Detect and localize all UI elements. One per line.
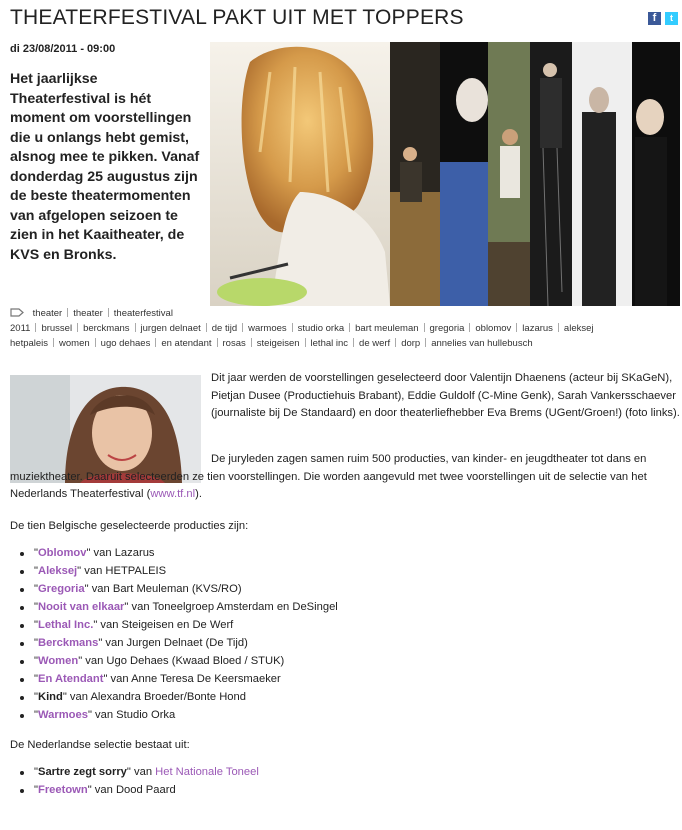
quote-mark: " bbox=[87, 709, 92, 721]
quote-mark: " bbox=[103, 673, 108, 685]
tag-link[interactable]: lazarus bbox=[511, 323, 553, 334]
production-item bbox=[10, 563, 338, 581]
tag-link[interactable]: dorp bbox=[390, 338, 420, 349]
tag-link[interactable]: theaterfestival bbox=[103, 308, 173, 319]
selection-text-end: ). bbox=[195, 488, 202, 501]
tag-link[interactable]: aleksej bbox=[553, 323, 594, 334]
production-company: van Dood Paard bbox=[91, 784, 176, 796]
production-company: van Ugo Dehaes (Kwaad Bloed / STUK) bbox=[82, 655, 285, 667]
production-item bbox=[10, 689, 338, 707]
tag-link[interactable]: 2011 bbox=[10, 323, 31, 334]
quote-mark: " bbox=[84, 583, 89, 595]
quote-mark: " bbox=[62, 691, 67, 703]
quote-mark: " bbox=[34, 637, 38, 649]
quote-mark: " bbox=[34, 709, 38, 721]
production-company: van Steigeisen en De Werf bbox=[97, 619, 234, 631]
quote-mark: " bbox=[34, 583, 38, 595]
production-company: van Studio Orka bbox=[91, 709, 176, 721]
production-company: van HETPALEIS bbox=[81, 565, 167, 577]
tag-link[interactable]: women bbox=[48, 338, 90, 349]
quote-mark: " bbox=[93, 619, 98, 631]
quote-mark: " bbox=[87, 784, 92, 796]
tag-link[interactable]: bart meuleman bbox=[344, 323, 418, 334]
tag-link[interactable]: hetpaleis bbox=[10, 338, 49, 349]
production-title: Sartre zegt sorry bbox=[37, 766, 127, 778]
quote-mark: " bbox=[34, 601, 38, 613]
photo-collage-image bbox=[210, 42, 680, 306]
quote-mark: " bbox=[78, 655, 83, 667]
production-title: Kind bbox=[37, 691, 63, 703]
production-company: van bbox=[130, 766, 156, 778]
selection-text: De juryleden zagen samen ruim 500 producties, van kinder- en jeugdtheater tot dans en muziektheater. Daaruit selecteerden ze tien voorstellingen. Die worden aangevuld met twee voorstellingen uit de selectie van het Nederlands Theaterfestival ( bbox=[10, 453, 647, 501]
production-title[interactable]: En Atendant bbox=[37, 673, 104, 685]
quote-mark: " bbox=[124, 601, 129, 613]
tag-link[interactable]: warmoes bbox=[237, 323, 287, 334]
production-company: van Anne Teresa De Keersmaeker bbox=[107, 673, 281, 685]
tag-list bbox=[10, 306, 670, 351]
production-title[interactable]: Warmoes bbox=[37, 709, 88, 721]
article-title: THEATERFESTIVAL PAKT UIT MET TOPPERS bbox=[10, 6, 464, 29]
tf-website-link[interactable]: www.tf.nl bbox=[150, 488, 196, 501]
tag-link[interactable]: rosas bbox=[212, 338, 246, 349]
tag-link[interactable]: jurgen delnaet bbox=[130, 323, 201, 334]
tag-icon bbox=[10, 308, 24, 317]
production-company: van Jurgen Delnaet (De Tijd) bbox=[102, 637, 248, 649]
jury-paragraph: Dit jaar werden de voorstellingen geselecteerd door Valentijn Dhaenens (acteur bij SKaGeN), Pietjan Dusee (Productiehuis Brabant), Eddie Guldolf (C-Mine Genk), Sarah Vankersschaever (journaliste bij De Standaard) en door theaterliefhebber Eva Brems (UGent/Groen!) (foto links). bbox=[211, 372, 680, 420]
production-item bbox=[10, 635, 338, 653]
article-date: di 23/08/2011 - 09:00 bbox=[10, 43, 116, 55]
quote-mark: " bbox=[34, 766, 38, 778]
production-item bbox=[10, 764, 259, 782]
tag-link[interactable]: brussel bbox=[30, 323, 72, 334]
quote-mark: " bbox=[77, 565, 82, 577]
tag-link[interactable]: en atendant bbox=[150, 338, 211, 349]
tag-link[interactable]: theater bbox=[32, 308, 63, 319]
belgian-productions-list bbox=[10, 545, 338, 725]
company-link[interactable]: Het Nationale Toneel bbox=[155, 766, 259, 778]
tag-link[interactable]: annelies van hullebusch bbox=[420, 338, 532, 349]
production-title[interactable]: Freetown bbox=[37, 784, 88, 796]
tag-line bbox=[10, 336, 670, 351]
tag-line bbox=[10, 306, 670, 321]
tag-link[interactable]: berckmans bbox=[72, 323, 129, 334]
production-title[interactable]: Berckmans bbox=[37, 637, 99, 649]
quote-mark: " bbox=[34, 547, 38, 559]
production-title[interactable]: Gregoria bbox=[37, 583, 85, 595]
production-title[interactable]: Nooit van elkaar bbox=[37, 601, 125, 613]
tag-link[interactable]: lethal inc bbox=[300, 338, 349, 349]
tag-line bbox=[10, 321, 670, 336]
tag-link[interactable]: steigeisen bbox=[246, 338, 300, 349]
tag-link[interactable]: gregoria bbox=[419, 323, 465, 334]
production-item bbox=[10, 599, 338, 617]
production-company: van Alexandra Broeder/Bonte Hond bbox=[66, 691, 246, 703]
quote-mark: " bbox=[86, 547, 91, 559]
facebook-share-icon[interactable]: f bbox=[648, 12, 661, 25]
quote-mark: " bbox=[34, 619, 38, 631]
production-title[interactable]: Aleksej bbox=[37, 565, 78, 577]
production-item bbox=[10, 782, 259, 800]
production-company: van Toneelgroep Amsterdam en DeSingel bbox=[128, 601, 338, 613]
production-title[interactable]: Lethal Inc. bbox=[37, 619, 94, 631]
quote-mark: " bbox=[34, 784, 38, 796]
tag-link[interactable]: de tijd bbox=[201, 323, 237, 334]
quote-mark: " bbox=[34, 565, 38, 577]
production-title[interactable]: Oblomov bbox=[37, 547, 87, 559]
quote-mark: " bbox=[126, 766, 131, 778]
production-company: van Bart Meuleman (KVS/RO) bbox=[88, 583, 242, 595]
production-item bbox=[10, 653, 338, 671]
article-intro: Het jaarlijkse Theaterfestival is hét moment om voorstellingen die u onlangs hebt gemist, alsnog mee te pikken. Vanaf donderdag 25 augustus zijn de beste theatermomenten van afgelopen seizoen te zien in het Kaaitheater, de KVS en Bronks. bbox=[10, 71, 200, 263]
production-item bbox=[10, 671, 338, 689]
tag-link[interactable]: theater bbox=[62, 308, 103, 319]
production-company: van Lazarus bbox=[90, 547, 155, 559]
dutch-productions-list bbox=[10, 764, 259, 800]
quote-mark: " bbox=[98, 637, 103, 649]
production-title[interactable]: Women bbox=[37, 655, 79, 667]
tag-link[interactable]: studio orka bbox=[287, 323, 344, 334]
production-item bbox=[10, 707, 338, 725]
hero-photo-collage bbox=[210, 42, 680, 306]
production-item bbox=[10, 581, 338, 599]
selection-paragraph bbox=[10, 451, 680, 504]
dutch-heading: De Nederlandse selectie bestaat uit: bbox=[10, 739, 190, 751]
quote-mark: " bbox=[34, 673, 38, 685]
twitter-share-icon[interactable]: t bbox=[665, 12, 678, 25]
tag-link[interactable]: ugo dehaes bbox=[90, 338, 151, 349]
tag-link[interactable]: de werf bbox=[348, 338, 390, 349]
production-item bbox=[10, 545, 338, 563]
quote-mark: " bbox=[34, 691, 38, 703]
production-item bbox=[10, 617, 338, 635]
tag-link[interactable]: oblomov bbox=[464, 323, 511, 334]
belgian-heading: De tien Belgische geselecteerde producties zijn: bbox=[10, 520, 249, 532]
quote-mark: " bbox=[34, 655, 38, 667]
